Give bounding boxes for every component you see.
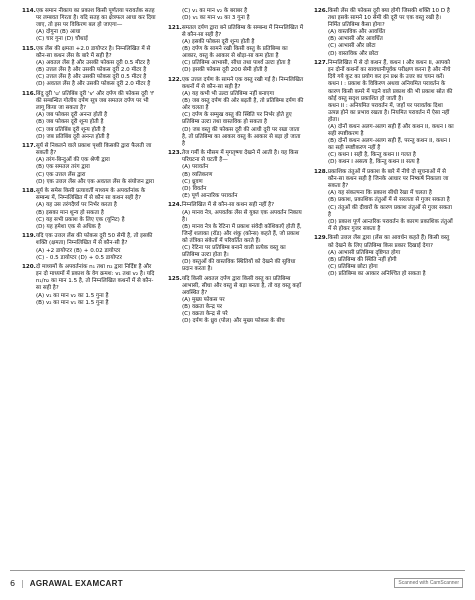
scanner-watermark: Scanned with CamScanner [394,578,463,588]
column-right [314,8,454,280]
page-footer [10,579,123,588]
answer-option: (B) प्रतिबिम्ब की स्थिति नहीं होगी [328,256,397,263]
question-block [168,150,304,200]
question-block [314,169,454,233]
answer-option: कथन I : प्रकाश के विकिरण अथवा अनियमित परावर्तन के कारण किसी कमरे में पड़ने वाले प्रकाश की भी प्रकाश स्रोत की कोई वस्तु सदृश प्रकाशित हो जाती है। [328,81,453,102]
question-number: 114. [22,8,36,14]
answer-option: (A) परावर्तन [182,164,209,171]
question-text: एक उत्तल दर्पण के सामने एक वस्तु रखी गई है। निम्नलिखित कथनों में से कौन-सा सही है? [181,76,304,90]
publisher-brand: AGRAWAL EXAMCART [29,579,123,588]
question-text: निम्नलिखित में से कौन-सा कथन सही नहीं है? [181,202,275,209]
answer-option: (B) इसका मान शून्य हो सकता है [36,209,104,216]
question-stem [22,46,158,60]
question-number: 124. [168,202,182,209]
answer-option: (B) उत्तल लेंस है और उसकी फोकस दूरी 2.0 मीटर है [36,67,147,74]
answer-option: (A) यह कभी भी उल्टा प्रतिबिम्ब नहीं बनाएगा [182,91,275,98]
answer-option: (C) वक्रता केन्द्र से परे [182,311,228,318]
question-number: 117. [22,143,36,150]
answer-option: (B) वक्रता केन्द्र पर [182,304,223,311]
answer-option: (C) चार गुना (D) चौथाई [36,36,88,43]
answer-option: (C) v₁ का मान v₂ के बराबर है [182,8,248,14]
question-text: निम्नलिखित में से दो कथन हैं, कथन I और कथन II, आपको इन दोनों कथनों का सावधानीपूर्वक परीक्षण करना है और नीचे दिये गये कूट का प्रयोग कर इन प्रश्न के उत्तर का चयन करें। [327,60,451,81]
answer-option: (B) आभासी और आवर्धित [328,36,383,43]
question-number: 115. [22,45,36,52]
answer-option: (B) जब फोकस दूरी शून्य होती है [36,119,104,126]
answer-option: (D) जब प्रतिबिंब दूरी अनन्त होती है [36,133,110,140]
question-block [314,235,454,278]
question-text: एक लेंस की क्षमता +2.0 डायोप्टर है। निम्नलिखित में से कौन-सा कथन लेंस के बारे में सही है? [35,45,151,60]
question-number: 120. [22,264,36,271]
question-block [168,77,304,148]
question-stem [314,235,454,249]
answer-option: (D) इसकी फोकस दूरी 200 सेमी होती है [182,67,268,74]
question-text: यदि किसी अवतल दर्पण द्वारा किसी वस्तु का प्रतिबिम्ब आभासी, सीधा और वस्तु से बड़ा बनता है, तो वह वस्तु कहाँ अवस्थित है? [181,275,302,297]
answer-option: (D) कथन I असत्य है, किन्तु कथन II सत्य है [328,159,420,166]
question-number: 122. [168,76,182,83]
column-left [22,8,158,309]
answer-option: (C) कथन I सही है, किन्तु कथन II गलत है [328,152,416,159]
question-text: किसी उत्तल लेंस द्वारा (लेंस का आवर्धन कहते हैं) किसी वस्तु को देखने के लिए प्रतिबिम्ब किस प्रकार दिखाई देगा? [327,235,450,249]
answer-option: (B) दोनों कथन अलग-अलग सही हैं, परन्तु कथन II, कथन I का सही स्पष्टीकरण नहीं है [328,138,451,152]
question-stem [168,25,304,39]
question-stem [22,264,158,292]
question-block [22,8,158,43]
answer-option: (C) ध्रुवण [182,178,203,185]
question-block [22,46,158,89]
answer-option: (C) आभासी और छोटा [328,43,376,50]
question-block [314,60,454,166]
question-text: बिंदु दूरी 'u' प्रतिबिंब दूरी 'v' और दर्पण की फोकस दूरी 'f' की सम्बन्धित गोलीय दर्पण सूत्र जब समतल दर्पण पर भी लागू किया जा सकता है? [35,91,155,112]
question-number: 129. [314,235,328,242]
answer-option: (A) दोगुना (B) आधा [36,29,81,36]
answer-option: (C) प्रतिबिम्ब आभासी, सीधा तथा पार्श्व उल्टा होता है [182,60,291,67]
question-stem [168,150,304,164]
answer-option: (B) व्यतिकरण [182,171,213,178]
answer-option: (C) रेटिना पर प्रतिबिम्ब बनाने वाली प्रत्येक वस्तु का प्रतिबिम्ब उल्टा होता है। [182,245,286,259]
answer-option: (B) दर्पण के सामने रखी किसी वस्तु के प्रतिबिम्ब का आकार, वस्तु के आकार से थोड़ा-सा कम होता है [182,45,288,60]
question-block [168,202,304,273]
question-number: 123. [168,150,182,157]
question-number: 116. [22,91,36,98]
question-text: सूर्य से निकलने वाले प्रकाश पृथ्वी किसकी द्वारा फैलती जा सकती है? [35,143,152,157]
answer-option: (B) एक समतल तरंग द्वारा [36,164,90,171]
answer-option: (A) यह उस तरंगदैर्घ्य पर निर्भर करता है [36,202,117,209]
answer-option: (A) इसकी फोकस दूरी शून्य होती है [182,38,255,45]
question-block [22,143,158,186]
answer-option: (C) दर्पण के सम्मुख वस्तु की स्थिति पर निर्भर होते हुए प्रतिबिम्ब उल्टा तथा वास्तविक हो सकता है [182,112,292,126]
answer-option: (D) अवतल लेंस है और उसकी फोकस दूरी 2.0 मीटर है [36,81,151,88]
question-block [22,233,158,261]
question-number: 118. [22,188,36,195]
answer-option: (E) पूर्ण आन्तरिक परावर्तन [182,192,238,199]
question-stem [22,188,158,202]
answer-option: (C) एक उत्तल लेंस द्वारा [36,171,86,178]
answer-option: (A) दोनों कथन अलग-अलग सही हैं और कथन II, कथन I का सही स्पष्टीकरण है [328,124,454,138]
answer-option: (D) वास्तविक और छोटा [328,50,379,57]
answer-option: (C) तंतुओं की दीवारों के कारण प्रकाश तंतुओं से गुजर सकता है [328,204,452,218]
question-stem [22,143,158,157]
answer-option: (C) जब प्रतिबिंब दूरी शून्य होती है [36,126,106,133]
question-stem [168,202,304,209]
question-stem [168,77,304,91]
question-text: यदि एक उत्तल लेंस की फोकस दूरी 50 सेमी है, तो इसकी शक्ति (क्षमता) निम्नलिखित में से कौन-सी है? [35,233,153,247]
answer-option: (D) प्रकाश पूर्ण आन्तरिक परावर्तन के कारण प्रकाशिक तंतुओं में से होकर गुजर सकता है [328,218,453,232]
footer-separator: | [21,579,24,588]
footer-divider [10,570,465,571]
question-block [168,25,304,75]
question-block [168,8,304,22]
answer-option: (A) आभासी प्रतिबिम्ब दृष्टिगत होगा [328,249,401,256]
answer-option: (C) यह सभी प्रकाश के लिए एक (यूनिट) है [36,216,125,223]
answer-option: (A) अवतल लेंस है और उसकी फोकस दूरी 0.5 मीटर है [36,60,150,67]
answer-option: (A) वास्तविक और आवर्धित [328,29,386,36]
answer-option: (B) जब वस्तु दर्पण की ओर बढ़ती है, तो प्रतिबिम्ब दर्पण की ओर चलता है [182,98,304,112]
answer-option: (D) एक उत्तल लेंस और एक अवतल लेंस के संयोजन द्वारा [36,178,154,185]
question-text: तेज गर्मी के मौसम में मृगतृष्णा देखने में आती है। यह किस परिघटना से घटती है— [181,150,299,164]
answer-option: (A) जब फोकस दूरी अनन्त होती है [36,112,108,119]
answer-option: (A) यह संकल्पना कि प्रकाश सीधी रेखा में चलता है [328,190,432,197]
answer-option: (B) प्रकाश, प्रकाशिक तंतुओं में से सरलता से गुजर सकता है [328,197,450,204]
question-text: एक समान नीकाय का प्रकाश किसी पूर्णतया परावर्तक सतह पर लम्बवत गिरता है। यदि सतह का क्षेत्रफल आधा कर दिया जाए, तो इस पर विकिरण बल हो जाएगा— [35,8,156,29]
question-number: 127. [314,60,328,67]
question-text: समतल दर्पण द्वारा बने प्रतिबिम्ब के सम्बन्ध में निम्नलिखित में से कौन-सा सही है? [181,24,304,38]
question-text: सूर्य के समेस किसी प्रत्यावर्ती माध्यम के अपवर्तनांक के सम्बन्ध में, निम्नलिखित में से कौन सा कथन सही है? [35,188,146,202]
answer-option: (C) - 0.5 डायोप्टर (D) + 0.5 डायोप्टर [36,254,122,261]
answer-option: (D) प्रतिबिम्ब का आकार अनिश्चित हो सकता है [328,270,426,277]
answer-option: (A) मानव नेत्र, अपवर्तक लेंस से युक्त एक अपवर्तन निकाय है। [182,209,302,223]
answer-option: (D) दर्पण के ध्रुव (पोल) और मुख्य फोकस के बीच [182,318,285,325]
answer-option: (A) +2 डायोप्टर (B) + 0.02 डायोप्टर [36,247,121,254]
answer-option: (D) यह हमेशा एक से अधिक है [36,223,101,230]
answer-option: (B) v₂ का मान v₁ का 1.5 गुना है [36,299,109,306]
question-block [314,8,454,58]
answer-option: (C) उत्तल लेंस है और उसकी फोकस दूरी 0.5 मीटर है [36,74,147,81]
question-stem [22,8,158,29]
question-block [168,276,304,326]
question-text: प्रकाशिक तंतुओं में प्रकाश के बारे में नीचे दो सूचनाओं में से कौन-सा कथन सही है जिनके आधार पर निष्कर्ष निकाला जा सकता है? [327,169,449,190]
question-stem [314,169,454,190]
question-block [22,91,158,141]
column-middle [168,8,304,328]
question-block [22,188,158,231]
question-number: 119. [22,233,36,240]
page-number: 6 [10,579,16,588]
question-stem [168,276,304,297]
question-stem [22,91,158,112]
answer-option: (D) जब वस्तु की फोकस दूरी की आधी दूरी पर रखा जाता है, तो प्रतिबिम्ब का आकार वस्तु के आकार से बड़ा हो जाता है [182,126,301,147]
question-number: 128. [314,169,328,176]
question-block [22,264,158,307]
answer-option: (B) मानव नेत्र के रेटिना में प्रकाश संवेदी कोशिकाएँ होती हैं, जिन्हें शलाका (रॉड) और शंकु (कोन्स) कहते हैं, जो प्रकाश को तंत्रिका संकेतों में परिवर्तित करते हैं। [182,223,302,244]
answer-option: (C) प्रतिबिम्ब छोटा होगा [328,263,378,270]
answer-option: (A) v₁ का मान v₂ का 1.5 गुना है [36,292,109,299]
answer-option: (D) वस्तुओं की वास्तविक स्थितियों को देखने की सुविधा प्रदान करता है। [182,259,296,273]
answer-option: (D) विवर्तन [182,185,207,192]
question-number: 121. [168,24,182,31]
question-stem [314,8,454,29]
question-stem [314,60,454,81]
question-text: दो माध्यमों के अपवर्तनांक n₁ तथा n₂ द्वारा निर्दिष्ट है और इन दो माध्यमों में प्रकाश के वेग क्रमश: v₁ तथा v₂ है। यदि n₁/n₂ का मान 1.5 है, तो निम्नलिखित कथनों में से कौन-सा सही है? [35,264,155,292]
question-number: 126. [314,8,328,14]
answer-option: (A) तरंग-बिन्दुओं की एक श्रेणी द्वारा [36,157,110,164]
question-text: किसी लेंस की फोकस दूरी क्या होगी जिसकी शक्ति 10 D है तथा इसके सामने 10 सेमी की दूरी पर एक वस्तु रखी है। निर्मित प्रतिबिम्ब कैसा होगा? [327,8,450,29]
question-number: 125. [168,275,182,282]
answer-option: कथन II : अनियमित परावर्तन में, जहाँ पर परावर्तक दिशा उत्पन्न होने का प्रभाव रखता है। नियमित परावर्तन में ऐसा नहीं होता। [328,102,450,123]
answer-option: (A) मुख्य फोकस पर [182,297,225,304]
question-stem [22,233,158,247]
answer-option: (D) v₁ का मान v₂ का 3 गुना है [182,15,250,22]
